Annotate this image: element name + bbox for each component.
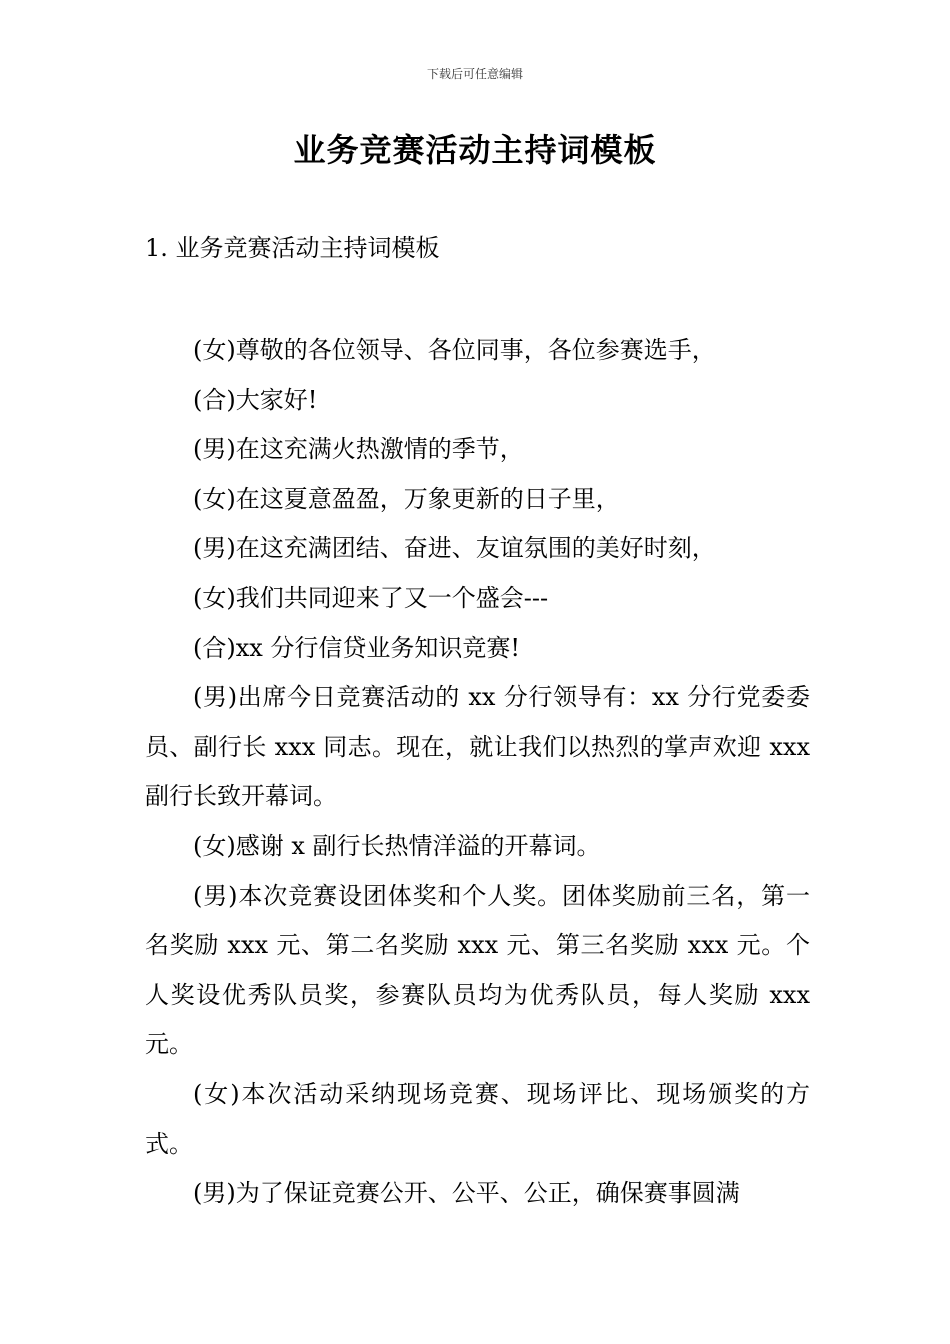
section-heading: 1. 业务竞赛活动主持词模板 — [145, 234, 440, 262]
header-note: 下载后可任意编辑 — [426, 67, 523, 81]
paragraph-9: (女)感谢 x 副行长热情洋溢的开幕词。 — [193, 831, 601, 860]
body-text — [145, 326, 810, 1219]
paragraph-2: (合)大家好! — [193, 385, 318, 414]
paragraph-10: (男)本次竞赛设团体奖和个人奖。团体奖励前三名，第一名奖励 xxx 元、第二名奖励 xxx 元、第三名奖励 xxx 元。个人奖设优秀队员奖，参赛队员均为优秀队员，每人奖励 xxx 元。 — [145, 881, 810, 1059]
paragraph-4: (女)在这夏意盈盈，万象更新的日子里， — [193, 484, 620, 513]
paragraph-6: (女)我们共同迎来了又一个盛会--- — [193, 583, 549, 612]
paragraph-1: (女)尊敬的各位领导、各位同事，各位参赛选手， — [193, 336, 716, 364]
paragraph-7: (合)xx 分行信贷业务知识竞赛! — [193, 633, 521, 662]
paragraph-8: (男)出席今日竞赛活动的 xx 分行领导有：xx 分行党委委员、副行长 xxx 同志。现在，就让我们以热烈的掌声欢迎 xxx 副行长致开幕词。 — [145, 683, 810, 811]
paragraph-5: (男)在这充满团结、奋进、友谊氛围的美好时刻， — [193, 534, 716, 563]
document-title: 业务竞赛活动主持词模板 — [293, 131, 657, 169]
paragraph-3: (男)在这充满火热激情的季节， — [193, 435, 524, 464]
paragraph-11: (女)本次活动采纳现场竞赛、现场评比、现场颁奖的方式。 — [145, 1079, 810, 1158]
paragraph-12: (男)为了保证竞赛公开、公平、公正，确保赛事圆满 — [193, 1179, 740, 1208]
